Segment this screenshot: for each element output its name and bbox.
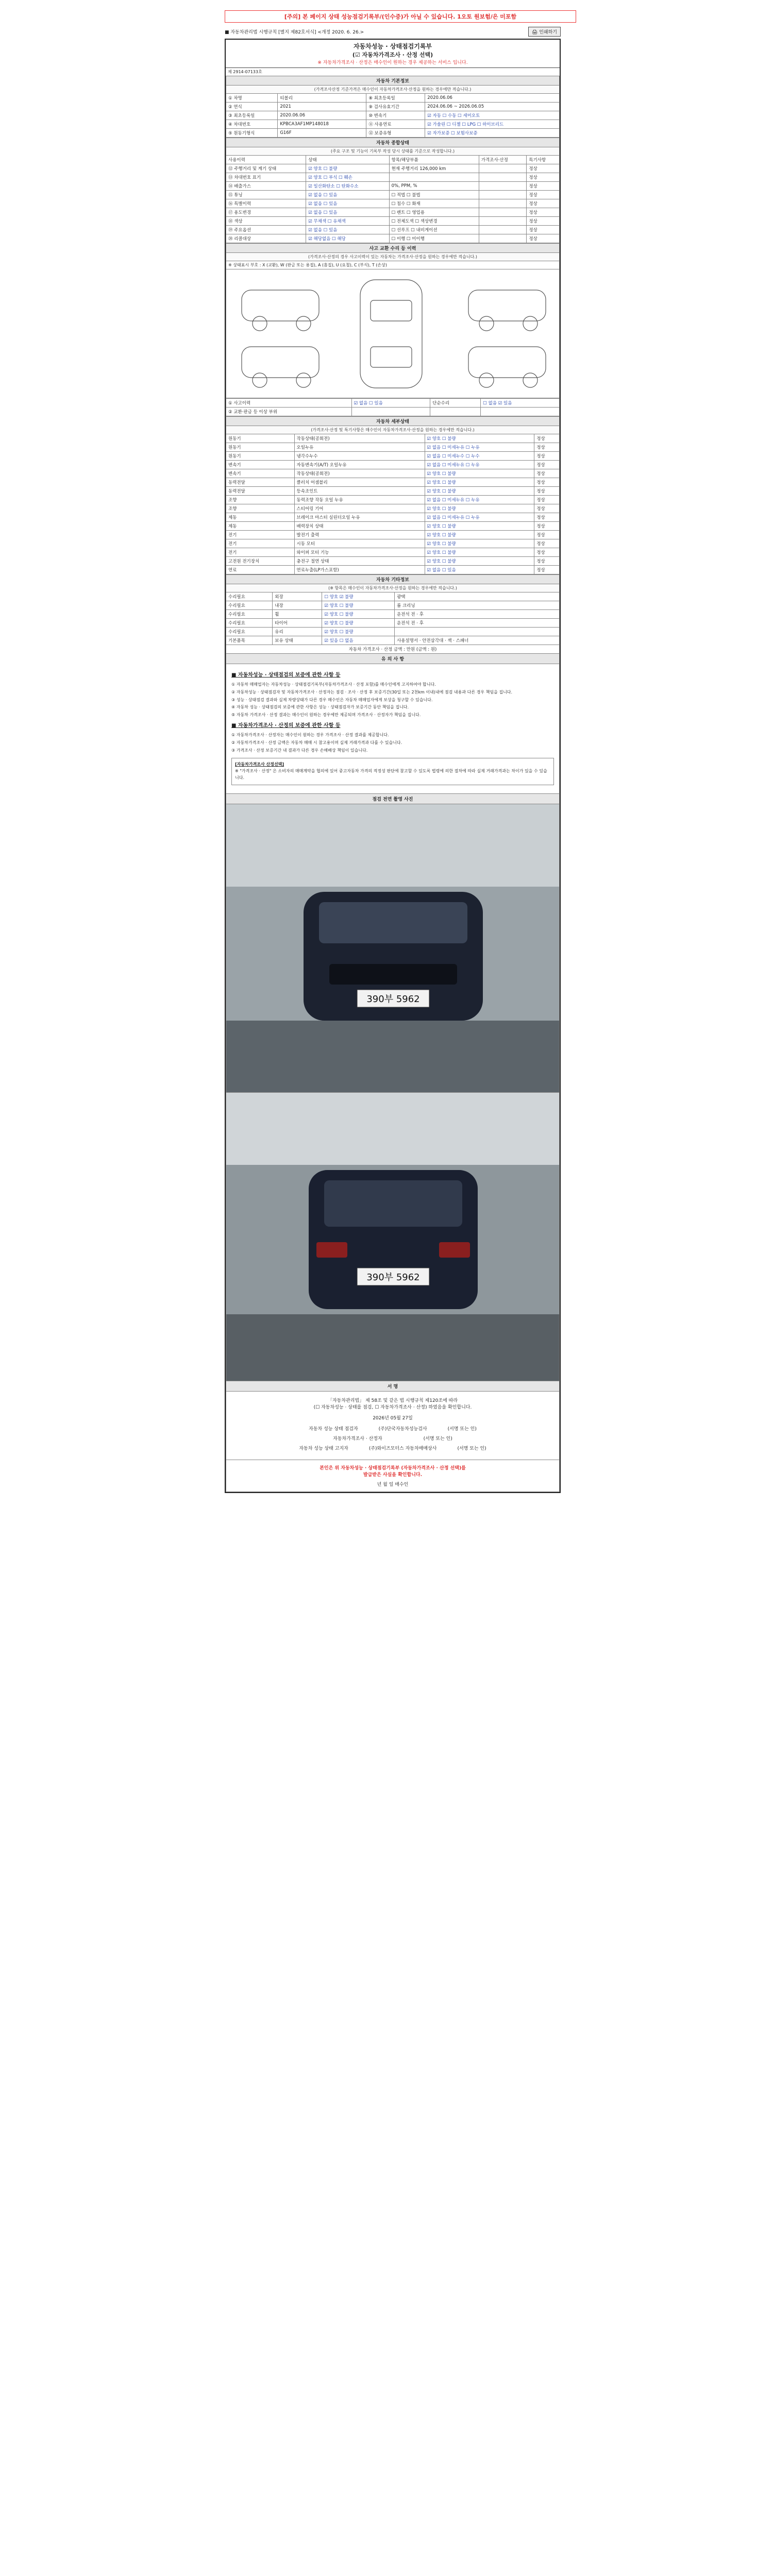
section-sub: (가격조사·산정 및 특기사항은 매수인이 자동차가격조사·산정을 원하는 경우에만 적습니다.) xyxy=(226,426,560,434)
option-row-cell: ☑ 양호 ☐ 불량 xyxy=(322,628,395,636)
section-sub: (주요 구조 및 기능이 기록부 작성 당시 상태를 기준으로 작성합니다.) xyxy=(226,147,560,156)
detail-row-cell: 변속기 xyxy=(226,469,295,478)
option-row-cell: 수리필요 xyxy=(226,628,273,636)
option-row-cell: ☑ 양호 ☐ 불량 xyxy=(322,610,395,619)
detail-row-cell: ☑ 양호 ☐ 불량 xyxy=(425,522,534,531)
sign-line1: 「자동차관리법」 제 58조 및 같은 법 시행규칙 제120조에 따라 xyxy=(327,1398,458,1403)
detail-row-cell: 고전원 전기장치 xyxy=(226,557,295,566)
accident-rows-table xyxy=(226,398,560,416)
option-row xyxy=(226,636,560,645)
section-header: 사고 교환 수리 등 이력 xyxy=(226,244,560,253)
option-row-cell: 휠 xyxy=(273,610,322,619)
option-row-cell: 수리필요 xyxy=(226,592,273,601)
basic-info-row-cell: 2021 xyxy=(278,103,366,111)
status-row-cell: ☐ 선루프 ☐ 내비게이션 xyxy=(389,226,479,234)
sign-cell: 자동차가격조사 · 산정자 xyxy=(333,1436,382,1442)
status-row-cell: ☑ 해당없음 ☐ 해당 xyxy=(306,234,389,243)
basic-info-row xyxy=(226,129,560,138)
sign-section xyxy=(226,1392,560,1460)
status-row-cell: ☑ 없음 ☐ 있음 xyxy=(306,208,389,217)
status-row-cell: ☐ 이행 ☐ 미이행 xyxy=(389,234,479,243)
notice-box-text: ※ "가격조사 · 산정" 은 소비자의 매매계약을 협의에 있어 중고자동차 가격의 적정성 판단에 참고할 수 있도록 법령에 의한 절차에 따라 실제 거래가격과는 차이가 있을 수 있습니다. xyxy=(235,769,547,780)
option-row xyxy=(226,592,560,601)
sign-header: 서 명 xyxy=(226,1381,560,1392)
status-row-cell xyxy=(479,199,527,208)
detail-row-cell: ☑ 없음 ☐ 미세누수 ☐ 누수 xyxy=(425,452,534,461)
option-row-cell: ☑ 있음 ☐ 없음 xyxy=(322,636,395,645)
basic-info-row xyxy=(226,111,560,120)
detail-row-cell: 오일누유 xyxy=(294,443,425,452)
option-row xyxy=(226,601,560,610)
option-row-cell: 수리필요 xyxy=(226,619,273,628)
accident-row-cell: ② 교환·판금 등 이상 부위 xyxy=(226,408,352,416)
sign-cell: (서명 또는 인) xyxy=(457,1446,486,1451)
status-row-cell: 정상 xyxy=(527,173,560,182)
detail-row-cell: 동력전달 xyxy=(226,478,295,487)
sign-foot1: 본인은 위 자동차성능 · 상태점검기록부 (자동차가격조사 · 산정 선택)를 xyxy=(320,1465,466,1471)
front-photo xyxy=(226,804,560,1093)
detail-row xyxy=(226,452,560,461)
status-row xyxy=(226,226,560,234)
status-row-cell: ☐ 침수 ☐ 화재 xyxy=(389,199,479,208)
option-row-cell: 내장 xyxy=(273,601,322,610)
status-row-cell: ⑳ 리콜대상 xyxy=(226,234,306,243)
status-row xyxy=(226,173,560,182)
option-row-cell: 룸 크리닝 xyxy=(395,601,560,610)
detail-row-cell: 자동변속기(A/T) 오일누유 xyxy=(294,461,425,469)
option-row xyxy=(226,619,560,628)
status-row-cell xyxy=(479,182,527,191)
option-row-cell: 보유 상태 xyxy=(273,636,322,645)
detail-row-cell: ☑ 양호 ☐ 불량 xyxy=(425,478,534,487)
sign-line2: (☐ 자동차성능 · 상태를 점검, ☐ 자동차가격조사 · 산정) 하였음을 확인합니다. xyxy=(313,1404,472,1410)
option-row-cell: 기본품목 xyxy=(226,636,273,645)
section-header: 자동차 기타정보 xyxy=(226,575,560,584)
sign-foot2: 발급받은 사실을 확인합니다. xyxy=(363,1472,422,1478)
detail-row-cell: 정상 xyxy=(534,478,560,487)
status-row-cell: 사용이력 xyxy=(226,156,306,164)
accident-table xyxy=(226,243,560,269)
title-line1: 자동차성능 · 상태점검기록부 xyxy=(353,43,432,50)
detail-row xyxy=(226,443,560,452)
notice-item: ① 자동차가격조사 · 산정자는 매수인이 원하는 경우 가격조사 · 산정 결과를 제공합니다. xyxy=(231,732,389,737)
detail-row xyxy=(226,469,560,478)
detail-row xyxy=(226,539,560,548)
detail-row-cell: 브레이크 마스터 실린더오일 누유 xyxy=(294,513,425,522)
detail-row-cell: ☑ 없음 ☐ 미세누유 ☐ 누유 xyxy=(425,461,534,469)
detail-row-cell: 연료 xyxy=(226,566,295,574)
status-row-cell: ⑭ 배출가스 xyxy=(226,182,306,191)
basic-info-row-cell: ☑ 가솔린 ☐ 디젤 ☐ LPG ☐ 하이브리드 xyxy=(425,120,560,129)
notice-item: ④ 자동차 성능 · 상태점검의 보증에 관한 사항은 성능 · 상태점검자가 보증기간 동안 책임을 집니다. xyxy=(231,705,409,710)
status-row-cell: 정상 xyxy=(527,208,560,217)
basic-info-row xyxy=(226,120,560,129)
basic-info-table xyxy=(226,76,560,138)
status-row-cell: 가격조사·산정 xyxy=(479,156,527,164)
detail-row-cell: ☑ 양호 ☐ 불량 xyxy=(425,434,534,443)
notice-item: ① 자동차 매매업자는 자동차성능 · 상태점검기록부(자동차가격조사 · 산정 포함)를 매수인에게 고지하여야 합니다. xyxy=(231,682,436,687)
notice-item: ② 자동차성능 · 상태점검자 및 자동차가격조사 · 산정자는 점검 · 조사 · 산정 후 보증기간(30일 또는 2천km 이내)내에 점검 내용과 다른 경우 책임을 집니다. xyxy=(231,689,513,694)
status-row-cell: 특기사항 xyxy=(527,156,560,164)
detail-row-cell: ☑ 양호 ☐ 불량 xyxy=(425,548,534,557)
option-row-cell: ☑ 양호 ☐ 불량 xyxy=(322,601,395,610)
detail-row-cell: 동력전달 xyxy=(226,487,295,496)
status-row-cell: 현재 주행거리 126,000 km xyxy=(389,164,479,173)
status-row-cell xyxy=(479,234,527,243)
notice-item: ② 자동차가격조사 · 산정 금액은 자동차 매매 시 참고용이며 실제 거래가격과 다를 수 있습니다. xyxy=(231,740,402,745)
basic-info-row-cell: ⑨ 검사유효기간 xyxy=(366,103,425,111)
detail-row-cell: 정상 xyxy=(534,452,560,461)
basic-info-row-cell: 티볼리 xyxy=(278,94,366,103)
detail-row-cell: 동력조향 작동 오일 누유 xyxy=(294,496,425,504)
detail-row-cell: ☑ 없음 ☐ 미세누유 ☐ 누유 xyxy=(425,443,534,452)
detail-row-cell: ☑ 없음 ☐ 미세누유 ☐ 누유 xyxy=(425,513,534,522)
status-row xyxy=(226,208,560,217)
accident-row-cell: ☐ 없음 ☑ 있음 xyxy=(481,399,560,408)
doc-number: 제 2914-07133호 xyxy=(228,70,262,74)
notice-box xyxy=(231,758,554,785)
basic-info-row-cell: ⑩ 변속기 xyxy=(366,111,425,120)
detail-row xyxy=(226,487,560,496)
option-row-cell: ☑ 양호 ☐ 불량 xyxy=(322,619,395,628)
title-line3: ※ 자동차가격조사 · 산정은 매수인이 원하는 경우 제공하는 서비스 입니다. xyxy=(317,60,468,65)
detail-row-cell: 작동상태(공회전) xyxy=(294,469,425,478)
accident-row xyxy=(226,399,560,408)
notice-header: 유 의 사 항 xyxy=(226,654,560,664)
status-row-cell: 0%, PPM, % xyxy=(389,182,479,191)
detail-row-cell: 등속조인트 xyxy=(294,487,425,496)
detail-row xyxy=(226,522,560,531)
option-row-cell: ☐ 양호 ☑ 불량 xyxy=(322,592,395,601)
detail-row-cell: 냉각수누수 xyxy=(294,452,425,461)
plate-text-front: 390부 5962 xyxy=(366,993,420,1005)
status-row-cell xyxy=(479,217,527,226)
status-row-cell xyxy=(479,226,527,234)
basic-info-row-cell: ☑ 자가보증 ☐ 보험사보증 xyxy=(425,129,560,138)
sign-cell: (서명 또는 인) xyxy=(447,1426,477,1432)
option-row-cell: 수리필요 xyxy=(226,610,273,619)
status-row xyxy=(226,191,560,199)
form-title xyxy=(226,40,560,68)
accident-row-cell: ☑ 없음 ☐ 있음 xyxy=(351,399,430,408)
detail-row-cell: 정상 xyxy=(534,469,560,478)
basic-info-row-cell: ☑ 자동 ☐ 수동 ☐ 세미오토 xyxy=(425,111,560,120)
option-row xyxy=(226,628,560,636)
option-row-cell: 유리 xyxy=(273,628,322,636)
photo-header: 점검 전면 촬영 사진 xyxy=(226,794,560,804)
status-row-cell: ⑰ 용도변경 xyxy=(226,208,306,217)
option-row-cell: 사용설명서 · 안전삼각대 · 잭 · 스패너 xyxy=(395,636,560,645)
inspection-form xyxy=(225,39,561,1493)
basic-info-row-cell: G16F xyxy=(278,129,366,138)
basic-info-row xyxy=(226,94,560,103)
option-row-cell: 운전석 전 · 후 xyxy=(395,619,560,628)
detail-row-cell: ☑ 양호 ☐ 불량 xyxy=(425,504,534,513)
detail-row-cell: 정상 xyxy=(534,539,560,548)
status-row xyxy=(226,217,560,226)
section-header: 자동차 종합상태 xyxy=(226,138,560,147)
detail-row-cell: 정상 xyxy=(534,557,560,566)
car-rear-image xyxy=(226,1093,560,1381)
status-row-cell: 정상 xyxy=(527,191,560,199)
detail-row xyxy=(226,566,560,574)
status-row-cell: 정상 xyxy=(527,199,560,208)
basic-info-row-cell: ③ 최초등록일 xyxy=(226,111,278,120)
accident-row-cell: 단순수리 xyxy=(430,399,481,408)
detail-row-cell: ☑ 양호 ☐ 불량 xyxy=(425,557,534,566)
status-row-cell: ⑬ 차대번호 표기 xyxy=(226,173,306,182)
status-row-cell xyxy=(479,164,527,173)
basic-info-row-cell: KPBCA3AF1MP148018 xyxy=(278,120,366,129)
section-header: 자동차 세부상태 xyxy=(226,417,560,426)
status-row-cell: ⑯ 특별이력 xyxy=(226,199,306,208)
section-sub: (가격조사·산정의 경우 사고이력이 있는 자동차는 가격조사·산정을 원하는 경우에만 적습니다.) xyxy=(226,253,560,261)
status-row-cell xyxy=(479,208,527,217)
detail-row-cell: 스티어링 기어 xyxy=(294,504,425,513)
sign-cell: 자동차 성능 상태 고지자 xyxy=(299,1446,348,1451)
rear-photo xyxy=(226,1093,560,1381)
status-row-cell: ⑮ 튜닝 xyxy=(226,191,306,199)
option-row-cell: 광택 xyxy=(395,592,560,601)
vehicle-diagram xyxy=(226,269,560,398)
notice-item: ③ 성능 · 상태점검 결과와 실제 차량상태가 다른 경우 매수인은 자동차 매매업자에게 보상을 청구할 수 있습니다. xyxy=(231,697,433,702)
status-row xyxy=(226,199,560,208)
sign-cell: (주)단국자동차성능검사 xyxy=(378,1426,427,1432)
price-row: 자동차 가격조사 · 산정 금액 : 만원 (금액 : 원) xyxy=(226,645,560,654)
section-sub: (※ 항목은 매수인이 자동차가격조사·산정을 원하는 경우에만 적습니다.) xyxy=(226,584,560,592)
status-row-cell: 항목/해당부품 xyxy=(389,156,479,164)
detail-row-cell: 연료누출(LP가스포함) xyxy=(294,566,425,574)
detail-row-cell: 정상 xyxy=(534,504,560,513)
detail-row-cell: 작동상태(공회전) xyxy=(294,434,425,443)
detail-row-cell: 조향 xyxy=(226,496,295,504)
title-line2: (☑ 자동차가격조사 · 산정 선택) xyxy=(352,52,433,58)
status-row-cell: ☑ 양호 ☐ 불량 xyxy=(306,164,389,173)
detail-row-cell: 시동 모터 xyxy=(294,539,425,548)
detail-row-cell: ☑ 양호 ☐ 불량 xyxy=(425,539,534,548)
detail-row-cell: 배력장치 상태 xyxy=(294,522,425,531)
status-row xyxy=(226,156,560,164)
status-row-cell: ☐ 렌트 ☐ 영업용 xyxy=(389,208,479,217)
options-table xyxy=(226,574,560,654)
basic-info-row xyxy=(226,103,560,111)
detail-row xyxy=(226,504,560,513)
detail-row-cell: 제동 xyxy=(226,513,295,522)
section-sub: (가격조사산정 기준가격은 매수인이 자동차가격조사·산정을 원하는 경우에만 적습니다.) xyxy=(226,86,560,94)
sign-cell: (서명 또는 인) xyxy=(423,1436,452,1442)
detail-row-cell: 정상 xyxy=(534,434,560,443)
notice-item: ⑤ 자동차 가격조사 · 산정 결과는 매수인이 원하는 경우에만 제공되며 가격조사 · 산정자가 책임을 집니다. xyxy=(231,713,421,718)
accident-row xyxy=(226,408,560,416)
detail-row-cell: 정상 xyxy=(534,548,560,557)
plate-text-rear: 390부 5962 xyxy=(366,1272,420,1283)
basic-info-row-cell: ⑫ 보증유형 xyxy=(366,129,425,138)
detail-row-cell: 정상 xyxy=(534,566,560,574)
basic-info-row-cell: ⑧ 최초등록일 xyxy=(366,94,425,103)
detail-row xyxy=(226,478,560,487)
detail-row-cell: 정상 xyxy=(534,513,560,522)
status-row-cell: ☑ 없음 ☐ 있음 xyxy=(306,191,389,199)
sign-cell: (주)와이즈모터스 자동차매매상사 xyxy=(368,1446,437,1451)
detail-row-cell: 발전기 출력 xyxy=(294,531,425,539)
detail-row xyxy=(226,461,560,469)
basic-info-row-cell: 2024.06.06 ~ 2026.06.05 xyxy=(425,103,560,111)
sign-row xyxy=(226,1445,559,1451)
status-row-cell: ⑫ 주행거리 및 계기 상태 xyxy=(226,164,306,173)
detail-row-cell: 정상 xyxy=(534,496,560,504)
detail-row-cell: 원동기 xyxy=(226,434,295,443)
basic-info-row-cell: ④ 차대번호 xyxy=(226,120,278,129)
detail-row-cell: 전기 xyxy=(226,539,295,548)
status-row-cell xyxy=(389,173,479,182)
option-row-cell xyxy=(395,628,560,636)
detail-row-cell: 전기 xyxy=(226,531,295,539)
status-row-cell xyxy=(479,173,527,182)
sign-row xyxy=(226,1435,559,1442)
detail-row-cell: 정상 xyxy=(534,443,560,452)
detail-row-cell: 정상 xyxy=(534,461,560,469)
status-row xyxy=(226,234,560,243)
option-row-cell: 외장 xyxy=(273,592,322,601)
form-reference: ■ 자동차관리법 시행규칙 [별지 제82호서식] <개정 2020. 6. 26.> xyxy=(225,30,364,35)
status-table xyxy=(226,138,560,243)
top-notice: [주의] 본 페이지 상태 성능점검기록부/(인수증)가 아닐 수 있습니다. 1오토 원보험/은 미포함 xyxy=(225,10,576,23)
page-bar xyxy=(225,27,561,37)
detail-row xyxy=(226,513,560,522)
basic-info-row-cell: 2020.06.06 xyxy=(425,94,560,103)
detail-row-cell: 와이퍼 모터 기능 xyxy=(294,548,425,557)
option-row-cell: 운전석 전 · 후 xyxy=(395,610,560,619)
detail-row-cell: 원동기 xyxy=(226,443,295,452)
sign-foot xyxy=(226,1460,560,1492)
status-row-cell: ☐ 적법 ☐ 불법 xyxy=(389,191,479,199)
status-row-cell: 정상 xyxy=(527,226,560,234)
status-row-cell: 상태 xyxy=(306,156,389,164)
detail-row-cell: 정상 xyxy=(534,531,560,539)
status-row-cell: 정상 xyxy=(527,234,560,243)
detail-row-cell: ☑ 양호 ☐ 불량 xyxy=(425,487,534,496)
detail-row xyxy=(226,434,560,443)
notice-item: ③ 가격조사 · 산정 보증기간 내 결과가 다른 경우 손해배상 책임이 있습니다. xyxy=(231,748,368,753)
detail-row-cell: 원동기 xyxy=(226,452,295,461)
option-row xyxy=(226,610,560,619)
detail-row-cell: 전기 xyxy=(226,548,295,557)
accident-row-cell xyxy=(430,408,481,416)
detail-row-cell: 정상 xyxy=(534,487,560,496)
status-row-cell: ☐ 전체도색 ☐ 색상변경 xyxy=(389,217,479,226)
notice-s1-title: ■ 자동차성능 · 상태점검의 보증에 관한 사항 등 xyxy=(231,672,341,678)
sign-row xyxy=(226,1425,559,1432)
section-header: 자동차 기본정보 xyxy=(226,76,560,86)
status-row-cell: ☑ 없음 ☐ 있음 xyxy=(306,226,389,234)
detail-row-cell: ☑ 양호 ☐ 불량 xyxy=(425,469,534,478)
status-row-cell: ⑲ 주요옵션 xyxy=(226,226,306,234)
basic-info-row-cell: ⑪ 사용연료 xyxy=(366,120,425,129)
detail-row-cell: 충전구 절연 상태 xyxy=(294,557,425,566)
sign-cell: 자동차 성능 상태 점검자 xyxy=(309,1426,358,1432)
status-row-cell: 정상 xyxy=(527,164,560,173)
detail-row-cell: 클러치 어셈블리 xyxy=(294,478,425,487)
basic-info-row-cell: ⑤ 원동기형식 xyxy=(226,129,278,138)
notice-box-title: [자동차가격조사 산정선택] xyxy=(235,762,284,767)
status-row-cell: ⑱ 색상 xyxy=(226,217,306,226)
detail-row xyxy=(226,557,560,566)
detail-row-cell: ☑ 없음 ☐ 있음 xyxy=(425,566,534,574)
notice-section xyxy=(226,664,560,794)
sign-foot3: 년 월 일 매수인 xyxy=(377,1482,409,1487)
car-front-image xyxy=(226,804,560,1093)
detail-row-cell: 조향 xyxy=(226,504,295,513)
basic-info-row-cell: ① 차명 xyxy=(226,94,278,103)
detail-row xyxy=(226,548,560,557)
car-outline-icon xyxy=(226,269,560,398)
printer-icon: 🖨 xyxy=(531,30,538,35)
detail-row-cell: ☑ 없음 ☐ 미세누유 ☐ 누유 xyxy=(425,496,534,504)
detail-row xyxy=(226,531,560,539)
detail-row-cell: ☑ 양호 ☐ 불량 xyxy=(425,531,534,539)
status-row-cell: 정상 xyxy=(527,182,560,191)
detail-row-cell: 정상 xyxy=(534,522,560,531)
detail-row-cell: 변속기 xyxy=(226,461,295,469)
option-row-cell: 타이어 xyxy=(273,619,322,628)
basic-info-row-cell: 2020.06.06 xyxy=(278,111,366,120)
status-row-cell: ☑ 양호 ☐ 부식 ☐ 훼손 xyxy=(306,173,389,182)
basic-info-row-cell: ② 연식 xyxy=(226,103,278,111)
status-row-cell: ☑ 무채색 ☐ 유채색 xyxy=(306,217,389,226)
option-row-cell: 수리필요 xyxy=(226,601,273,610)
status-row-cell xyxy=(479,191,527,199)
accident-row-cell: ① 사고이력 xyxy=(226,399,352,408)
status-row-cell: ☑ 일산화탄소 ☐ 탄화수소 xyxy=(306,182,389,191)
status-row xyxy=(226,182,560,191)
notice-s2-title: ■ 자동차가격조사 · 산정의 보증에 관한 사항 등 xyxy=(231,722,341,728)
detail-row xyxy=(226,496,560,504)
print-button[interactable]: 🖨 인쇄하기 xyxy=(528,27,561,37)
sign-date: 2026년 05월 27일 xyxy=(373,1415,413,1421)
status-row-cell: ☑ 없음 ☐ 있음 xyxy=(306,199,389,208)
accident-legend: ※ 상태표시 부호 : X (교환), W (판금 또는 용접), A (흠집), U (요철), C (부식), T (손상) xyxy=(226,261,560,269)
accident-row-cell xyxy=(351,408,430,416)
status-row-cell: 정상 xyxy=(527,217,560,226)
accident-row-cell xyxy=(481,408,560,416)
status-row xyxy=(226,164,560,173)
detail-row-cell: 제동 xyxy=(226,522,295,531)
details-table xyxy=(226,416,560,574)
document xyxy=(225,27,561,1493)
